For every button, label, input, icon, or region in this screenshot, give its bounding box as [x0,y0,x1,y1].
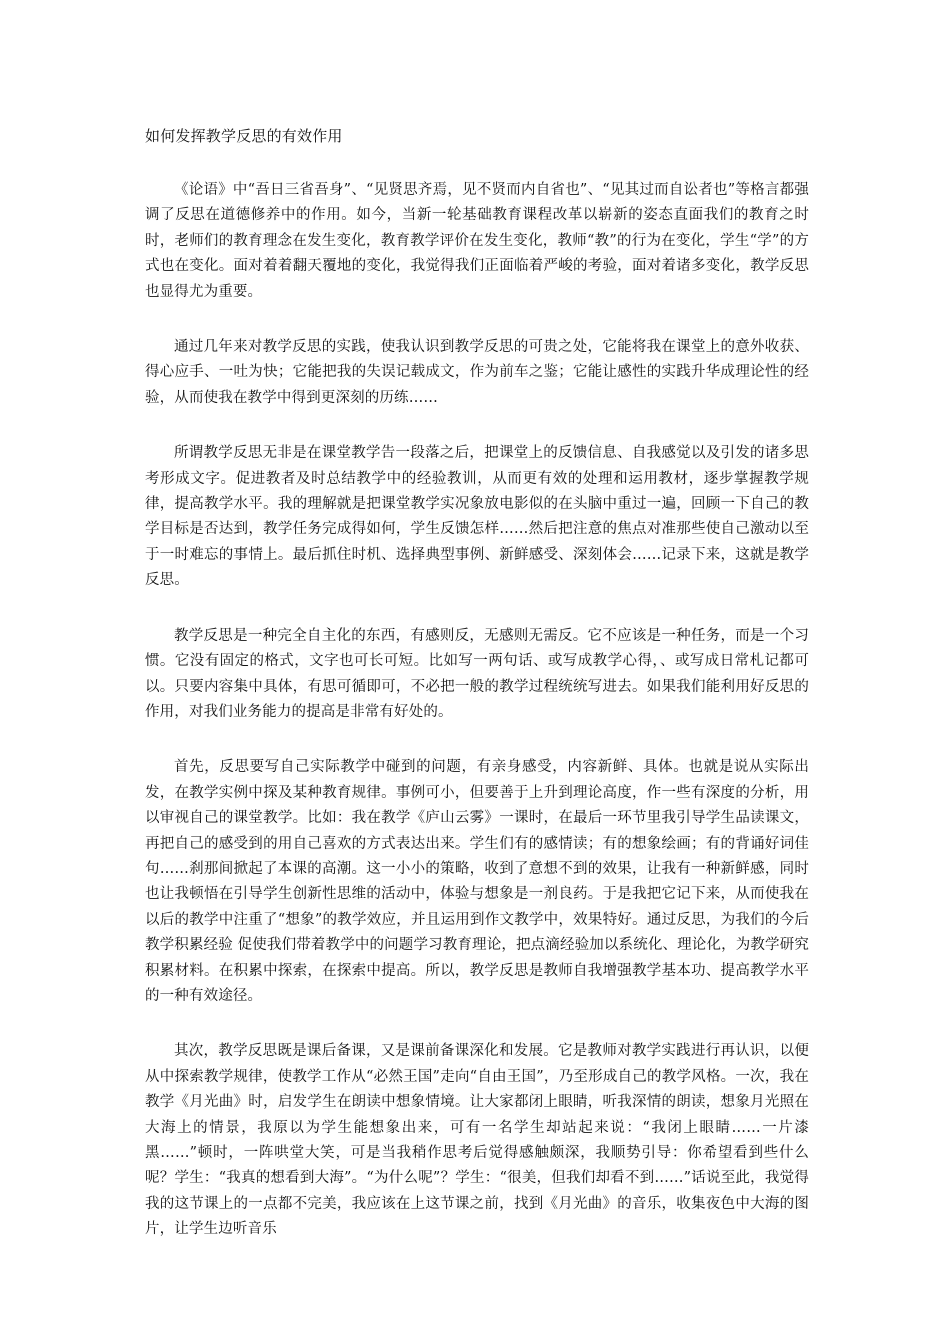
paragraph-5: 首先，反思要写自己实际教学中碰到的问题，有亲身感受，内容新鲜、具体。也就是说从实际出发，在教学实例中探及某种教育规律。事例可小，但要善于上升到理论高度，作一些有深度的分析，用以审视自己的课堂教学。比如：我在教学《庐山云雾》一课时，在最后一环节里我引导学生品读课文，再把自己的感受到的用自己喜欢的方式表达出来。学生们有的感情读；有的想象绘画；有的背诵好词佳句……刹那间掀起了本课的高潮。这一小小的策略，收到了意想不到的效果，让我有一种新鲜感，同时也让我顿悟在引导学生创新性思维的活动中，体验与想象是一剂良药。于是我把它记下来，从而使我在以后的教学中注重了“想象”的教学效应，并且运用到作文教学中，效果特好。通过反思，为我们的今后教学积累经验 促使我们带着教学中的问题学习教育理论，把点滴经验加以系统化、理论化，为教学研究积累材料。在积累中探索，在探索中提高。所以，教学反思是教师自我增强教学基本功、提高教学水平的一种有效途径。 [145,759,810,1004]
document-title: 如何发挥教学反思的有效作用 [145,127,343,145]
document-body [145,178,809,1273]
paragraph-3: 所谓教学反思无非是在课堂教学告一段落之后，把课堂上的反馈信息、自我感觉以及引发的诸多思考形成文字。促进教者及时总结教学中的经验教训，从而更有效的处理和运用教材，逐步掌握教学规律，提高教学水平。我的理解就是把课堂教学实况象放电影似的在头脑中重过一遍，回顾一下自己的教学目标是否达到，教学任务完成得如何，学生反馈怎样……然后把注意的焦点对准那些使自己激动以至于一时难忘的事情上。最后抓住时机、选择典型事例、新鲜感受、深刻体会……记录下来，这就是教学反思。 [145,445,809,589]
paragraph-2: 通过几年来对教学反思的实践，使我认识到教学反思的可贵之处，它能将我在课堂上的意外收获、得心应手、一吐为快；它能把我的失误记载成文，作为前车之鉴；它能让感性的实践升华成理论性的经验，从而使我在教学中得到更深刻的历练…… [145,339,809,406]
paragraph-4: 教学反思是一种完全自主化的东西，有感则反，无感则无需反。它不应该是一种任务，而是一个习惯。它没有固定的格式，文字也可长可短。比如写一两句话、或写成教学心得，、或写成日常札记都可以。只要内容集中具体，有思可循即可，不必把一般的教学过程统统写进去。如果我们能利用好反思的作用，对我们业务能力的提高是非常有好处的。 [145,627,809,720]
paragraph-1: 《论语》中“吾日三省吾身”、“见贤思齐焉，见不贤而内自省也”、“见其过而自讼者也”等格言都强调了反思在道德修养中的作用。如今，当新一轮基础教育课程改革以崭新的姿态直面我们的教育之时时，老师们的教育理念在发生变化，教育教学评价在发生变化，教师“教”的行为在变化，学生“学”的方式也在变化。面对着着翻天覆地的变化，我觉得我们正面临着严峻的考验，面对着诸多变化，教学反思也显得尤为重要。 [145,182,809,300]
paragraph-6: 其次，教学反思既是课后备课，又是课前备课深化和发展。它是教师对教学实践进行再认识，以便从中探索教学规律，使教学工作从“必然王国”走向“自由王国”，乃至形成自己的教学风格。一次，我在教学《月光曲》时，启发学生在朗读中想象情境。让大家都闭上眼睛，听我深情的朗读，想象月光照在大海上的情景，我原以为学生能想象出来，可有一名学生却站起来说：“我闭上眼睛……一片漆黑……”顿时，一阵哄堂大笑，可是当我稍作思考后觉得感触颇深，我顺势引导：你希望看到些什么呢？学生：“我真的想看到大海”。“为什么呢”？学生：“很美，但我们却看不到……”话说至此，我觉得我的这节课上的一点都不完美，我应该在上这节课之前，找到《月光曲》的音乐，收集夜色中大海的图片，让学生边听音乐 [145,1043,809,1238]
